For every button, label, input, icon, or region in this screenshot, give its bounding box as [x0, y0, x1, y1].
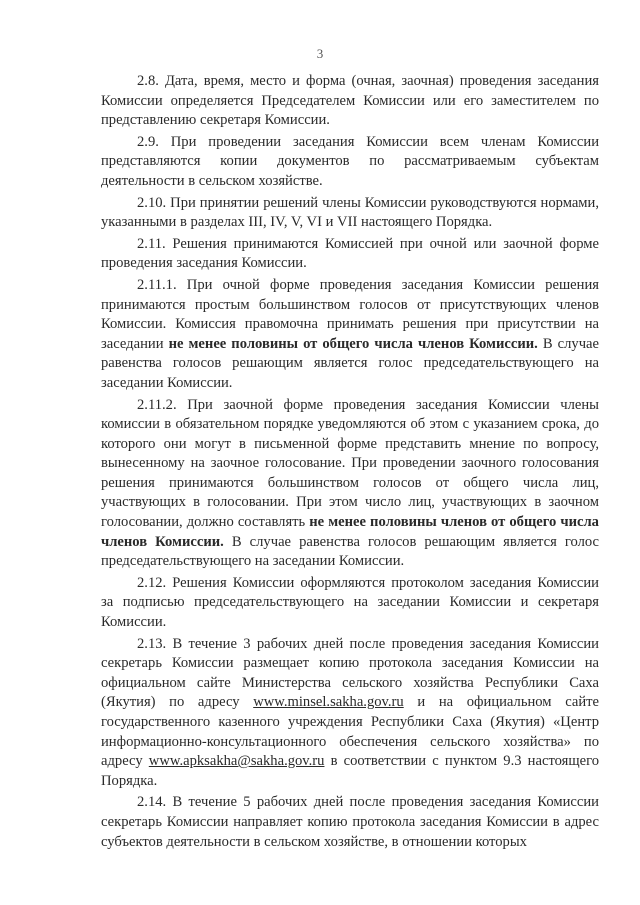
paragraph-p28 [101, 72, 599, 131]
paragraph-text: 2.11.2. При заочной форме проведения заседания Комиссии члены комиссии в обязательном порядке уведомляются об этом с указанием срока, до которого они могут в письменной форме представить мнение по вопросу, вынесенному на заочное голосование. При проведении заочного голосования решения принимаются большинством голосов от общего числа лиц, участвующих в голосовании. При этом число лиц, участвующих в заочном голосовании, должно составлять [101, 396, 599, 531]
paragraph-text: 2.9. При проведении заседания Комиссии всем членам Комиссии представляются копии документов по рассматриваемым субъектам деятельности в сельском хозяйстве. [101, 133, 599, 189]
paragraph-text: 2.11.1. При очной форме проведения заседания Комиссии решения принимаются простым большинством голосов от присутствующих членов Комиссии. Комиссия правомочна принимать решения при присутствии на заседании [101, 276, 599, 352]
paragraph-p2111 [101, 276, 599, 394]
page-number: 3 [316, 46, 324, 61]
paragraph-p211 [101, 235, 599, 274]
paragraph-p2112 [101, 396, 599, 572]
bold-text: не менее половины членов от общего числа членов Комиссии. [101, 514, 599, 550]
paragraph-text: 2.8. Дата, время, место и форма (очная, заочная) проведения заседания Комиссии определяется Председателем Комиссии или его заместителем по представлению секретаря Комиссии. [101, 73, 599, 129]
paragraph-p210 [101, 194, 599, 233]
paragraph-text: В случае равенства голосов решающим является голос председательствующего на заседании Комиссии. [101, 533, 599, 570]
paragraph-text: В случае равенства голосов решающим является голос председательствующего на заседании Комиссии. [101, 335, 599, 391]
paragraph-text: 2.11. Решения принимаются Комиссией при очной или заочной форме проведения заседания Комиссии. [101, 235, 599, 272]
paragraph-p29 [101, 133, 599, 192]
paragraph-p214 [101, 793, 599, 852]
url-link[interactable]: www.minsel.sakha.gov.ru [253, 694, 404, 711]
document-body [101, 72, 599, 854]
paragraph-p213 [101, 635, 599, 792]
paragraph-text: 2.10. При принятии решений члены Комиссии руководствуются нормами, указанными в разделах III, IV, V, VI и VII настоящего Порядка. [101, 194, 599, 231]
paragraph-text: и на официальном сайте государственного казенного учреждения Республики Саха (Якутия) «Центр информационно-консультационного обеспечения сельского хозяйства» по адресу [101, 694, 599, 770]
bold-text: не менее половины от общего числа членов Комиссии. [168, 335, 538, 352]
paragraph-text: 2.12. Решения Комиссии оформляются протоколом заседания Комиссии за подписью председательствующего на заседании Комиссии и секретаря Комиссии. [101, 574, 599, 631]
paragraph-text: 2.14. В течение 5 рабочих дней после проведения заседания Комиссии секретарь Комиссии направляет копию протокола заседания Комиссии в адрес субъектов деятельности в сельском хозяйстве, в отношении которых [101, 794, 599, 850]
url-link[interactable]: www.apksakha@sakha.gov.ru [148, 753, 325, 770]
paragraph-text: 2.13. В течение 3 рабочих дней после проведения заседания Комиссии секретарь Комиссии размещает копию протокола заседания Комиссии на официальном сайте Министерства сельского хозяйства Республики Саха (Якутия) по адресу [101, 635, 599, 711]
paragraph-text: в соответствии с пунктом 9.3 настоящего Порядка. [101, 753, 599, 789]
paragraph-p212 [101, 574, 599, 633]
